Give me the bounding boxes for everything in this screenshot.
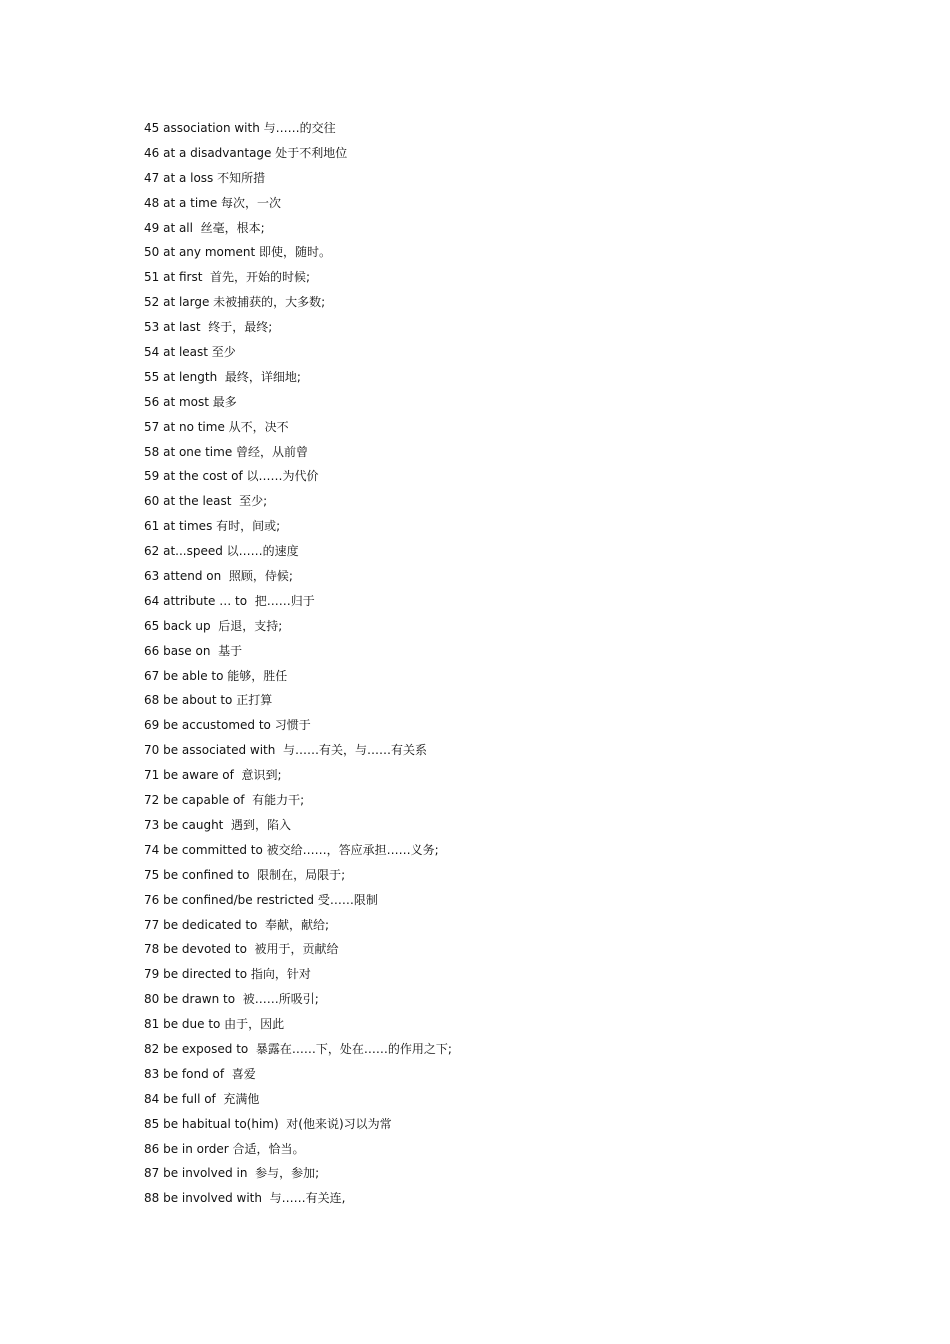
phrase-line: 45 association with 与……的交往 xyxy=(144,121,336,135)
phrase-line: 63 attend on 照顾，侍候; xyxy=(144,569,293,584)
phrase-line: 48 at a time 每次，一次 xyxy=(144,195,282,210)
phrase-line: 67 be able to 能够，胜任 xyxy=(144,668,288,683)
phrase-line: 60 at the least 至少; xyxy=(144,494,268,509)
phrase-line: 87 be involved in 参与，参加; xyxy=(144,1166,320,1181)
phrase-line: 75 be confined to 限制在，局限于; xyxy=(144,867,346,882)
phrase-line: 62 at...speed 以……的速度 xyxy=(144,544,299,559)
phrase-line: 61 at times 有时，间或; xyxy=(144,519,281,534)
phrase-line: 71 be aware of 意识到; xyxy=(144,768,282,783)
phrase-line: 74 be committed to 被交给……，答应承担……义务; xyxy=(144,842,439,857)
phrase-line: 56 at most 最多 xyxy=(144,394,237,409)
phrase-line: 52 at large 未被捕获的，大多数; xyxy=(144,295,326,310)
phrase-line: 76 be confined/be restricted 受……限制 xyxy=(144,892,378,907)
phrase-line: 77 be dedicated to 奉献，献给; xyxy=(144,917,330,932)
phrase-list xyxy=(144,118,452,1213)
phrase-line: 70 be associated with 与……有关，与……有关系 xyxy=(144,743,427,758)
phrase-line: 68 be about to 正打算 xyxy=(144,693,273,708)
phrase-line: 54 at least 至少 xyxy=(144,345,236,360)
phrase-line: 78 be devoted to 被用于，贡献给 xyxy=(144,942,339,957)
phrase-line: 55 at length 最终，详细地; xyxy=(144,369,301,384)
phrase-line: 85 be habitual to(him) 对(他来说)习以为常 xyxy=(144,1116,392,1131)
phrase-line: 69 be accustomed to 习惯于 xyxy=(144,718,311,733)
phrase-line: 46 at a disadvantage 处于不利地位 xyxy=(144,145,348,160)
phrase-line: 72 be capable of 有能力干; xyxy=(144,793,305,808)
phrase-line: 88 be involved with 与……有关连, xyxy=(144,1191,346,1206)
phrase-line: 86 be in order 合适，恰当。 xyxy=(144,1141,305,1156)
phrase-line: 73 be caught 遇到，陷入 xyxy=(144,817,292,832)
phrase-line: 57 at no time 从不，决不 xyxy=(144,419,289,434)
phrase-line: 84 be full of 充满他 xyxy=(144,1091,260,1106)
phrase-line: 66 base on 基于 xyxy=(144,643,243,658)
phrase-line: 49 at all 丝毫，根本; xyxy=(144,220,265,235)
phrase-line: 81 be due to 由于，因此 xyxy=(144,1017,285,1032)
phrase-line: 58 at one time 曾经，从前曾 xyxy=(144,444,309,459)
phrase-line: 47 at a loss 不知所措 xyxy=(144,170,266,185)
phrase-line: 80 be drawn to 被……所吸引; xyxy=(144,992,319,1007)
phrase-line: 79 be directed to 指向，针对 xyxy=(144,967,311,982)
phrase-line: 82 be exposed to 暴露在……下，处在……的作用之下; xyxy=(144,1041,452,1056)
phrase-line: 64 attribute … to 把……归于 xyxy=(144,593,315,608)
phrase-line: 65 back up 后退，支持; xyxy=(144,618,283,633)
phrase-line: 83 be fond of 喜爱 xyxy=(144,1066,256,1081)
phrase-line: 53 at last 终于，最终; xyxy=(144,320,273,335)
phrase-line: 59 at the cost of 以……为代价 xyxy=(144,469,319,484)
phrase-line: 50 at any moment 即使，随时。 xyxy=(144,245,332,260)
phrase-line: 51 at first 首先，开始的时候; xyxy=(144,270,311,285)
